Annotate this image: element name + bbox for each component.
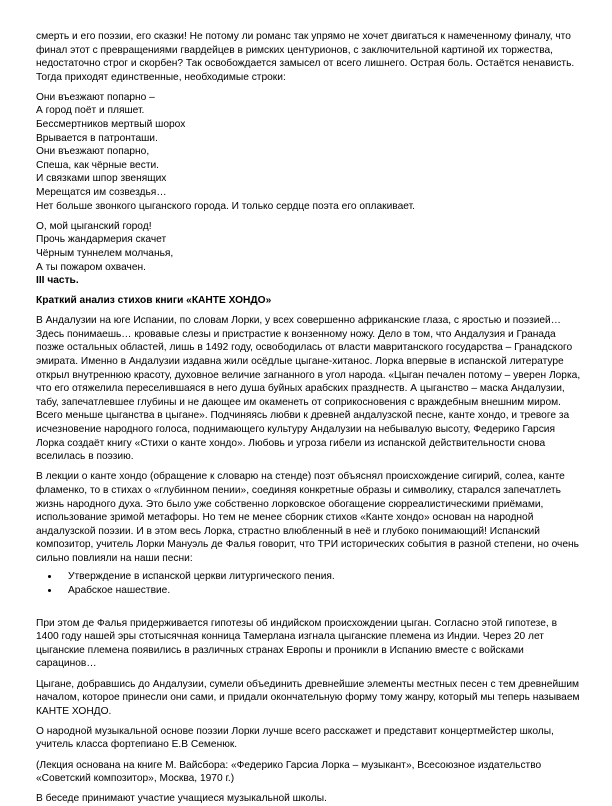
poem-line: Прочь жандармерия скачет bbox=[36, 234, 167, 246]
poem-line: Они въезжают попарно – bbox=[36, 91, 155, 103]
poem-line: Врывается в патронташи. bbox=[36, 132, 158, 144]
paragraph-lecture: В лекции о канте хондо (обращение к словарю на стенде) поэт объяснял происхождение сигирий, солеа, канте фламенко, то в стихах о «глубинном пении», соединяя конкретные образы и символику, старался запечатлеть жизнь народного духа. Это было уже собственно лорковское обогащение сюрреалистическими приёмами, использование зримой метафоры. Но тем не менее сборник стихов «Канте хондо» основан на народной андалузской поэзии. И в этом весь Лорка, страстно влюбленный в неё и глубоко понимающий! Испанский композитор, учитель Лорки Мануэль де Фалья говорит, что ТРИ исторических события в разной степени, но очень сильно повлияли на наши песни: bbox=[36, 471, 579, 564]
poem-stanza-1 bbox=[36, 91, 581, 213]
poem-line: А город поёт и пляшет. bbox=[36, 105, 145, 117]
poem-line: Они въезжают попарно, bbox=[36, 146, 150, 158]
poem-line: А ты пожаром охвачен. bbox=[36, 261, 146, 273]
intro-paragraph: смерть и его поэзии, его сказки! Не потому ли романс так упрямо не хочет двигаться к намеченному финалу, что финал этот с превращениями гвардейцев в римских центурионов, с заключительной картиной их торжества, недостаточно строг и скорбен? Так освобождается замысел от всего лишнего. Острая боль. Остаётся ненависть. Тогда приходят единственные, необходимые строки: bbox=[36, 31, 575, 83]
list-item: • Арабское нашествие. bbox=[60, 584, 581, 598]
document-page bbox=[36, 30, 581, 806]
paragraph-andalusia: В Андалузии на юге Испании, по словам Лорки, у всех совершенно африканские глаза, с яростью и поэзией… Здесь понимаешь… кровавые слезы и пристрастие к вонзенному ножу. Дело в том, что Андалузия и Гранада позже остальных областей, лишь в 1492 году, освободилась от власти мавританского государства – Гранадского эмирата. Именно в Андалузии издавна жили осёдлые цыгане-хитанос. Лорка впервые в испанской литературе открыл внутреннюю красоту, духовное величие загнанного в угол народа. «Цыган печален потому – уверен Лорка, что его отяжелила переселившаяся в него душа буйных арабских празднеств. А цыганство – маска Андалузии, табу, запечатлевшее глубины и не дающее им окаменеть от соприкосновения с враждебным внешним миром. Всего меньше цыганства в цыгане». Подчиняясь любви к древней андалузской песне, канте хондо, и тревоге за исчезновение народного голоса, поднимающего культуру Андалузии на небывалую высоту, Федерико Гарсия Лорка создаёт книгу «Стихи о канте хондо». Любовь и угроза гибели из испанской действительности снова вселилась в поэзию. bbox=[36, 315, 581, 463]
part-label: III часть. bbox=[36, 275, 79, 287]
paragraph-source: (Лекция основана на книге М. Вайсбора: «Федерико Гарсиа Лорка – музыкант», Всесоюзное издательство «Советский композитор», Москва, 1970 г.) bbox=[36, 759, 542, 785]
paragraph-gypsies: Цыгане, добравшись до Андалузии, сумели объединить древнейшие элементы местных песен с тем древнейшим началом, которое принесли они сами, и придали окончательную форму тому жанру, который мы теперь называем КАНТЕ ХОНДО. bbox=[36, 678, 580, 717]
poem-line: Нет больше звонкого цыганского города. И только сердце поэта его оплакивает. bbox=[36, 200, 415, 212]
paragraph-music: О народной музыкальной основе поэзии Лорки лучше всего расскажет и представит концертмейстер школы, учитель класса фортепиано Е.В Семенюк. bbox=[36, 725, 554, 751]
poem-stanza-2 bbox=[36, 220, 581, 274]
paragraph-closing: В беседе принимают участие учащиеся музыкальной школы. bbox=[36, 793, 327, 805]
poem-line: Бессмертников мертвый шорох bbox=[36, 119, 186, 131]
poem-line: О, мой цыганский город! bbox=[36, 220, 152, 232]
poem-line: И связками шпор звенящих bbox=[36, 173, 167, 185]
section-title: Краткий анализ стихов книги «КАНТЕ ХОНДО» bbox=[36, 295, 272, 307]
poem-line: Чёрным туннелем молчанья, bbox=[36, 247, 174, 259]
poem-line: Спеша, как чёрные вести. bbox=[36, 159, 160, 171]
poem-line: Мерещатся им созвездья… bbox=[36, 187, 167, 199]
list-item: • Утверждение в испанской церкви литургического пения. bbox=[60, 570, 581, 584]
paragraph-hypothesis: При этом де Фалья придерживается гипотезы об индийском происхождении цыган. Согласно этой гипотезе, в 1400 году нашей эры стотысячная конница Тамерлана изгнала цыганские племена из Индии. Через 20 лет цыганские племена появились в различных странах Европы и проникли в Испанию вместе с войсками сарацинов… bbox=[36, 617, 557, 670]
events-list bbox=[36, 570, 581, 597]
